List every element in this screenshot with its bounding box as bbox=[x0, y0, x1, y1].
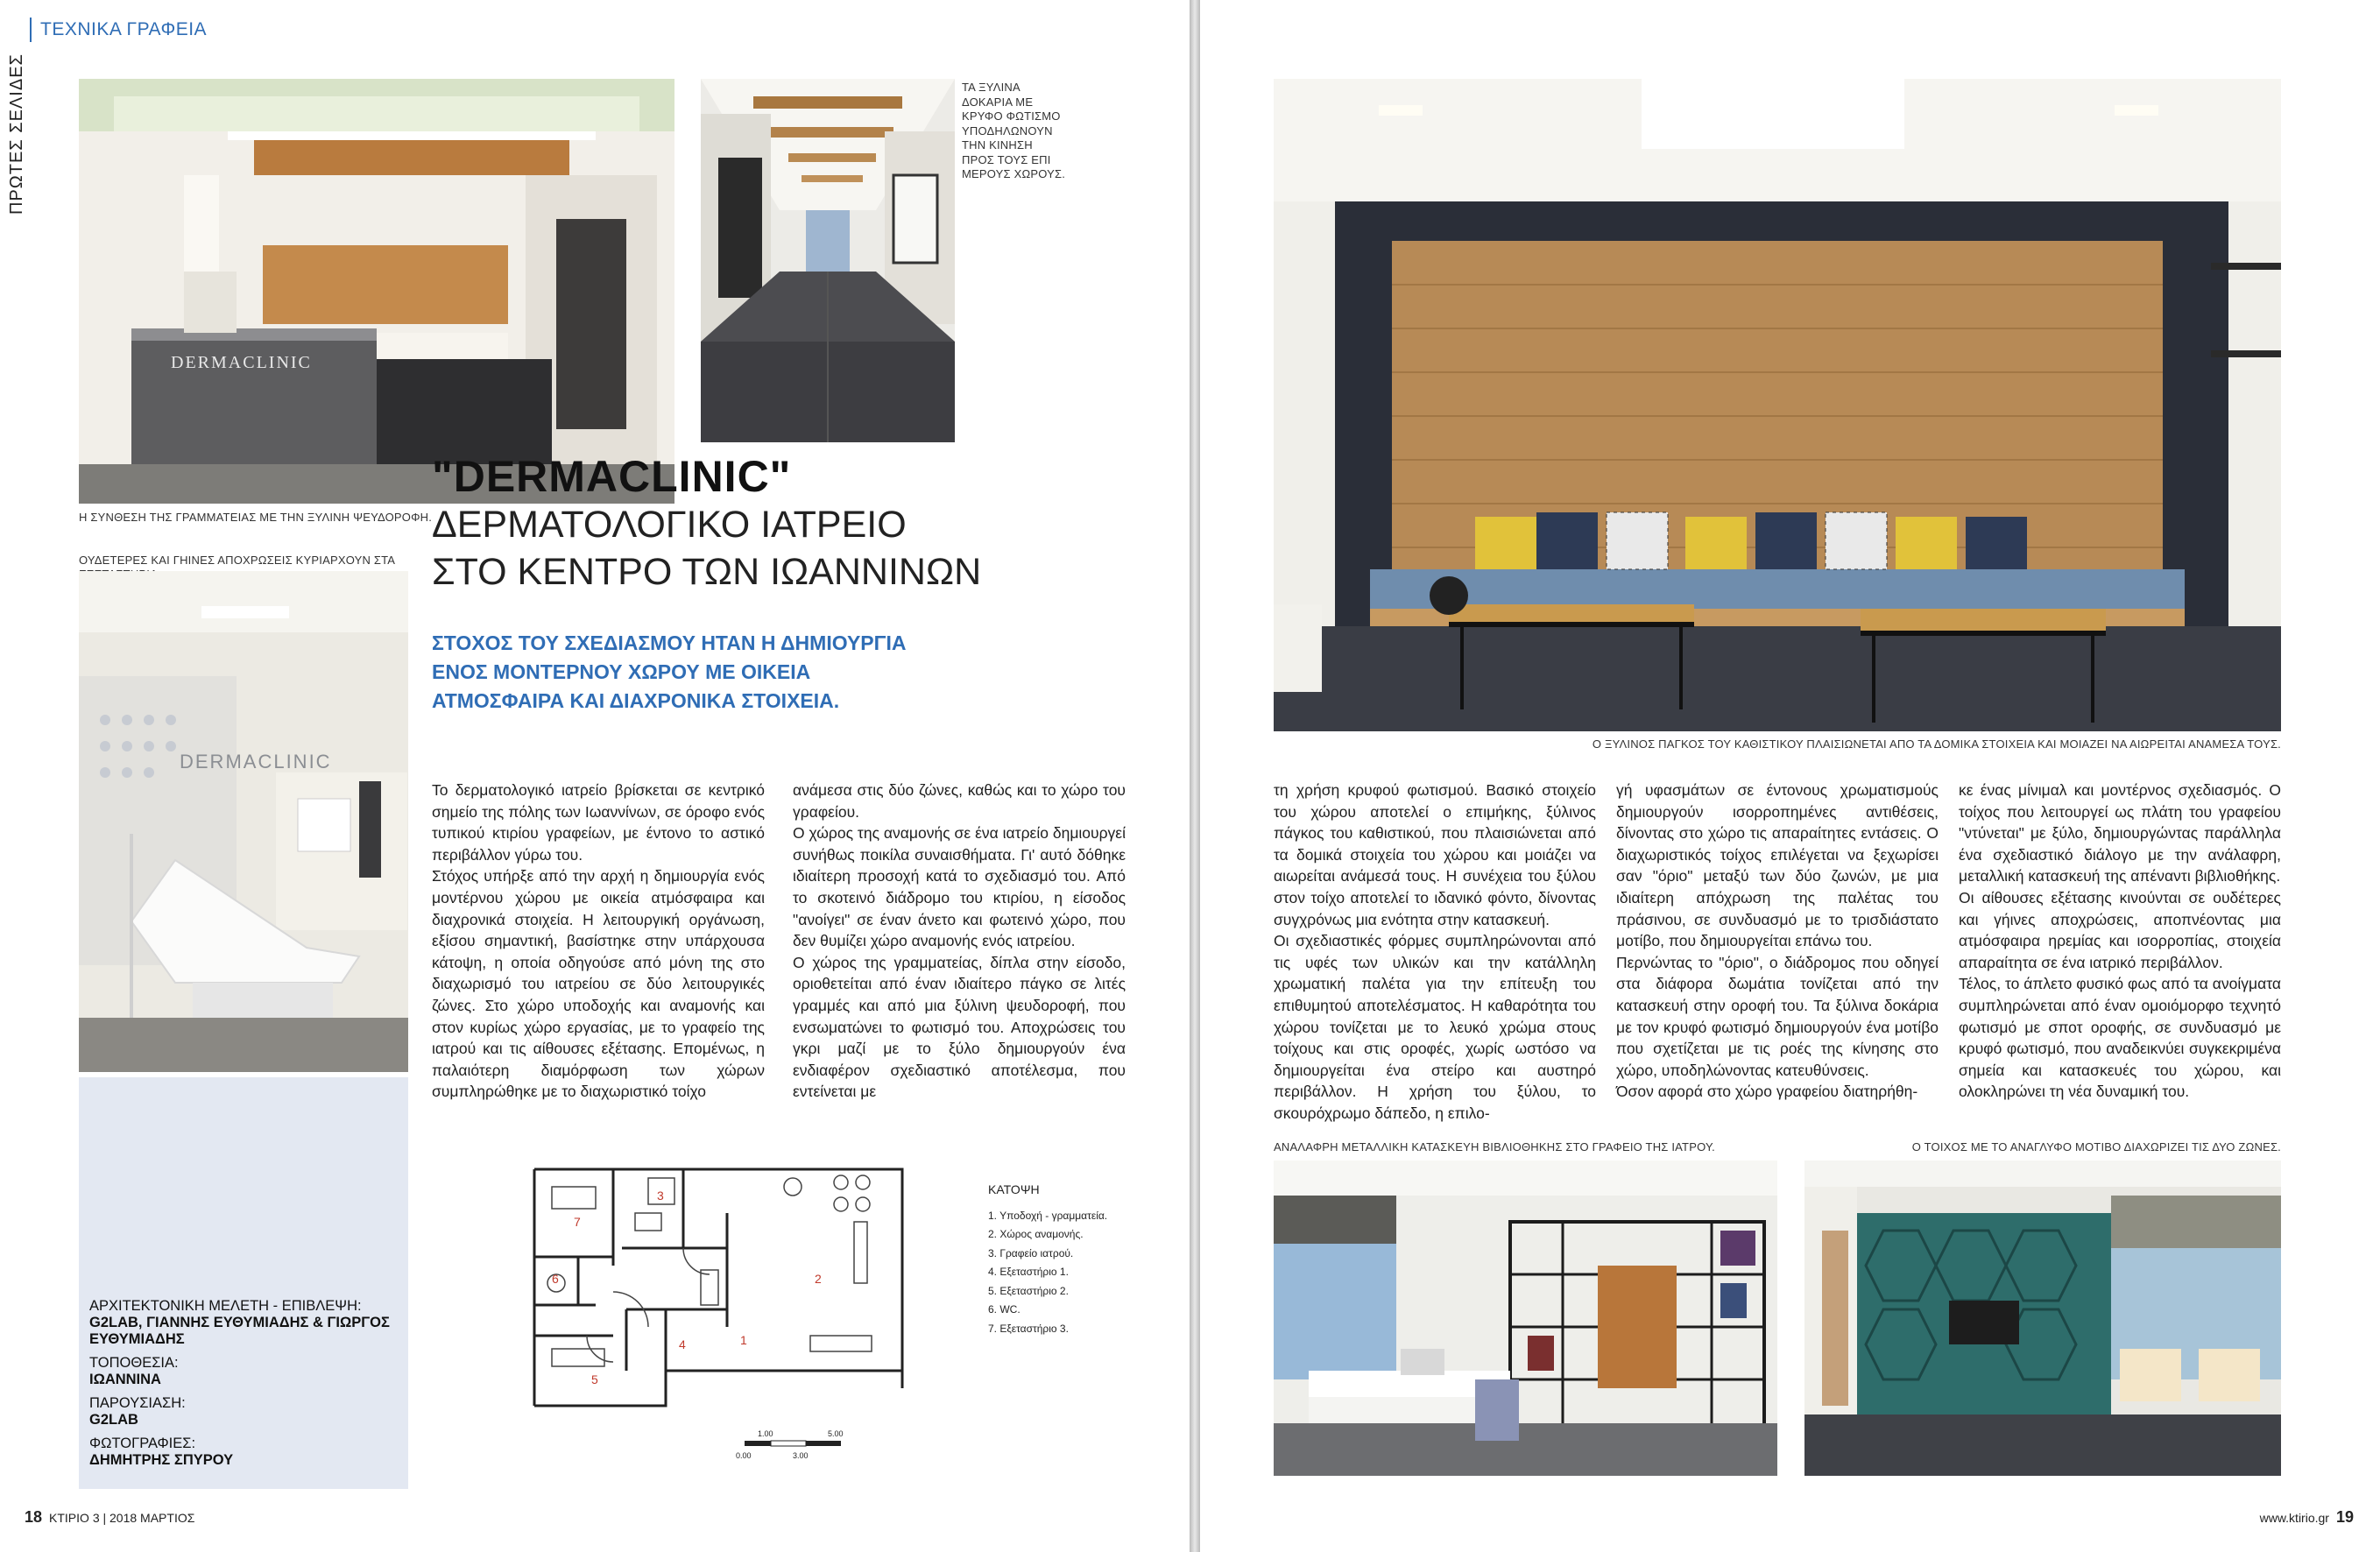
right-body-column-2 bbox=[1616, 780, 1939, 1103]
footer-issue: ΚΤΙΡΙΟ 3 | 2018 ΜΑΡΤΙΟΣ bbox=[49, 1511, 195, 1525]
room-number: 4 bbox=[679, 1337, 686, 1351]
right-footer bbox=[2260, 1508, 2361, 1527]
paragraph: Ο χώρος της αναμονής σε ένα ιατρείο δημιουργεί συνήθως ποικίλα συναισθήματα. Γι' αυτό δόθηκε ιδιαίτερη προσοχή κατά το σχεδιασμό του. Από το σκοτεινό διάδρομο του κτιρίου, η είσοδος "ανοίγει" σε έναν άνετο και φωτεινό χώρο, που δεν θυμίζει χώρο αναμονής ενός ιατρείου. bbox=[793, 824, 1126, 950]
reception-desk-sign: DERMACLINIC bbox=[171, 353, 312, 372]
paragraph: τη χρήση κρυφού φωτισμού. Βασικό στοιχείο του χώρου αποτελεί ο επιμήκης, ξύλινος πάγκος του καθιστικού, που πλαισιώνεται από τα δομικά στοιχεία του χώρου και μοιάζει να αιωρείται ανάμεσά τους. Η συνέχεια του ξύλου στον τοίχο αποτελεί το ιδανικό φόντο, δίνοντας συγχρόνως μια ενότητα στην κατασκευή. bbox=[1274, 781, 1596, 928]
room-number: 3 bbox=[657, 1189, 664, 1203]
page-number: 19 bbox=[2335, 1508, 2354, 1526]
room-number: 1 bbox=[740, 1333, 747, 1347]
scale-label: 0.00 bbox=[736, 1451, 752, 1460]
floor-plan-legend bbox=[988, 1181, 1128, 1338]
corridor-photo bbox=[701, 79, 955, 442]
right-page bbox=[1200, 0, 2380, 1552]
article-subtitle bbox=[432, 501, 1098, 596]
legend-item: 7. Εξεταστήριο 3. bbox=[988, 1322, 1069, 1335]
paragraph: γή υφασμάτων σε έντονους χρωματισμούς δημιουργούν ισορροπημένες αντιθέσεις, δίνοντας στο χώρο τις απαραίτητες εντάσεις. Ο διαχωριστικός τοίχος επιλέγεται να ξεχωρίσει σαν "όριο" μεταξύ των δύο ζωνών, με μια ιδιαίτερη απόχρωση της παλέτας του πράσινου, σε συνδυασμό με το τρισδιάστατο μοτίβο, που δημιουργείται επάνω του. bbox=[1616, 781, 1939, 950]
footer-url[interactable]: www.ktirio.gr bbox=[2259, 1511, 2329, 1525]
reception-photo bbox=[79, 79, 674, 504]
legend-item: 6. WC. bbox=[988, 1303, 1021, 1316]
floor-plan-title: ΚΑΤΟΨΗ bbox=[988, 1182, 1040, 1196]
right-body-column-1 bbox=[1274, 780, 1596, 1125]
page-number: 18 bbox=[25, 1508, 43, 1526]
corridor-caption: ΤΑ ΞΥΛΙΝΑ ΔΟΚΑΡΙΑ ΜΕ ΚΡΥΦΟ ΦΩΤΙΣΜΟ ΥΠΟΔΗΛΩΝΟΥΝ ΤΗΝ ΚΙΝΗΣΗ ΠΡΟΣ ΤΟΥΣ ΕΠΙ ΜΕΡΟΥΣ ΧΩΡΟΥΣ. bbox=[962, 81, 1066, 180]
exam-room-photo bbox=[79, 571, 408, 1072]
paragraph: Το δερματολογικό ιατρείο βρίσκεται σε κεντρικό σημείο της πόλης των Ιωαννίνων, σε όροφο ενός τυπικού κτιρίου γραφείων, με έντονο το αστικό περιβάλλον γύρω του. bbox=[432, 781, 765, 864]
credit-value: ΙΩΑΝΝΙΝΑ bbox=[89, 1372, 161, 1387]
lounge-caption: Ο ΞΥΛΙΝΟΣ ΠΑΓΚΟΣ ΤΟΥ ΚΑΘΙΣΤΙΚΟΥ ΠΛΑΙΣΙΩΝΕΤΑΙ ΑΠΟ ΤΑ ΔΟΜΙΚΑ ΣΤΟΙΧΕΙΑ ΚΑΙ ΜΟΙΑΖΕΙ ΝΑ ΑΙΩΡΕΙΤΑΙ ΑΝΑΜΕΣΑ ΤΟΥΣ. bbox=[1592, 737, 2281, 751]
credit-location bbox=[89, 1355, 405, 1388]
legend-item: 3. Γραφείο ιατρού. bbox=[988, 1246, 1074, 1259]
lounge-photo bbox=[1274, 79, 2281, 731]
library-photo bbox=[1274, 1160, 1777, 1476]
credit-label: ΑΡΧΙΤΕΚΤΟΝΙΚΗ ΜΕΛΕΤΗ - ΕΠΙΒΛΕΨΗ: bbox=[89, 1298, 362, 1314]
left-footer bbox=[25, 1508, 194, 1527]
credit-photos bbox=[89, 1436, 405, 1469]
paragraph: Οι σχεδιαστικές φόρμες συμπληρώνονται από τις υφές των υλικών και την κατάλληλη χρωματική παλέτα για την επίτευξη του επιθυμητού αποτελέσματος. Η καθαρότητα του χώρου τονίζεται με το λευκό χρώμα στους τοίχους και στις οροφές, χωρίς ωστόσο να δημιουργείται ένα στείρο και αυστηρό περιβάλλον. Η χρήση του ξύλου, το σκουρόχρωμο δάπεδο, η επιλο- bbox=[1274, 932, 1596, 1122]
paragraph: Περνώντας το "όριο", ο διάδρομος που οδηγεί στα διάφορα δωμάτια τονίζεται από την κατασκευή στην οροφή του. Τα ξύλινα δοκάρια με τον κρυφό φωτισμό δημιουργούν ένα μοτίβο που σχετίζεται με τις ροές της κίνησης στο χώρο, υποδηλώνοντας κατευθύνσεις. bbox=[1616, 953, 1939, 1079]
exam-wall-sign: DERMACLINIC bbox=[180, 751, 332, 772]
paragraph: Τέλος, το άπλετο φυσικό φως από τα ανοίγματα συμπληρώνεται από έναν ομοιόμορφο τεχνητό φωτισμό με σποτ οροφής, σε συνδυασμό με κρυφό φωτισμό, που αναδεικνύει συγκεκριμένα σημεία και κατασκευές του χώρου, και ολοκληρώνει τη νέα δυναμική του. bbox=[1959, 975, 2281, 1101]
library-caption: ΑΝΑΛΑΦΡΗ ΜΕΤΑΛΛΙΚΗ ΚΑΤΑΣΚΕΥΗ ΒΙΒΛΙΟΘΗΚΗΣ ΣΤΟ ΓΡΑΦΕΙΟ ΤΗΣ ΙΑΤΡΟΥ. bbox=[1274, 1140, 1715, 1153]
credit-label: ΤΟΠΟΘΕΣΙΑ: bbox=[89, 1355, 179, 1371]
paragraph: κε ένας μίνιμαλ και μοντέρνος σχεδιασμός. Ο τοίχος που λειτουργεί ως πλάτη του γραφείου "ντύνεται" με ξύλο, δημιουργώντας παράλληλα ένα σχεδιαστικό διάλογο με την ανάλαφρη, μεταλλική κατασκευή της απέναντι βιβλιοθήκης. bbox=[1959, 781, 2281, 885]
green-wall-photo bbox=[1804, 1160, 2281, 1476]
left-body-column-2 bbox=[793, 780, 1126, 1103]
room-number: 7 bbox=[574, 1215, 581, 1229]
vertical-tab-text: ΠΡΩΤΕΣ ΣΕΛΙΔΕΣ bbox=[7, 53, 26, 215]
subtitle-line-2: ΣΤΟ ΚΕΝΤΡΟ ΤΩΝ ΙΩΑΝΝΙΝΩΝ bbox=[432, 551, 982, 593]
paragraph: ανάμεσα στις δύο ζώνες, καθώς και το χώρο του γραφείου. bbox=[793, 781, 1126, 821]
credit-label: ΠΑΡΟΥΣΙΑΣΗ: bbox=[89, 1395, 186, 1411]
credit-label: ΦΩΤΟΓΡΑΦΙΕΣ: bbox=[89, 1436, 196, 1451]
paragraph: Οι αίθουσες εξέτασης κινούνται σε ουδέτερες και γήινες αποχρώσεις, αποπνέοντας μια ατμόσφαιρα ηρεμίας και ισορροπίας, στοιχεία απαραίτητα σε ένα ιατρικό περιβάλλον. bbox=[1959, 888, 2281, 971]
paragraph: Όσον αφορά στο χώρο γραφείου διατηρήθη- bbox=[1616, 1083, 1918, 1101]
vertical-tab bbox=[7, 44, 30, 219]
room-number: 2 bbox=[815, 1272, 822, 1286]
scale-label: 5.00 bbox=[828, 1429, 844, 1438]
credit-value: ΔΗΜΗΤΡΗΣ ΣΠΥΡΟΥ bbox=[89, 1452, 234, 1468]
credit-value: G2LAB bbox=[89, 1412, 138, 1428]
section-label: ΤΕΧΝΙΚΑ ΓΡΑΦΕΙΑ bbox=[40, 19, 208, 39]
legend-item: 5. Εξεταστήριο 2. bbox=[988, 1284, 1069, 1297]
legend-item: 2. Χώρος αναμονής. bbox=[988, 1228, 1084, 1240]
credits bbox=[89, 1298, 405, 1476]
scale-label: 3.00 bbox=[793, 1451, 809, 1460]
room-number: 6 bbox=[552, 1272, 559, 1286]
credit-presentation bbox=[89, 1395, 405, 1429]
room-number: 5 bbox=[591, 1372, 598, 1386]
legend-item: 1. Υποδοχή - γραμματεία. bbox=[988, 1209, 1108, 1222]
credit-architect bbox=[89, 1298, 405, 1348]
article-title: "DERMACLINIC" bbox=[432, 452, 792, 501]
article-lead: ΣΤΟΧΟΣ ΤΟΥ ΣΧΕΔΙΑΣΜΟΥ ΗΤΑΝ Η ΔΗΜΙΟΥΡΓΙΑ ΕΝΟΣ ΜΟΝΤΕΡΝΟΥ ΧΩΡΟΥ ΜΕ ΟΙΚΕΙΑ ΑΤΜΟΣΦΑΙΡΑ ΚΑΙ ΔΙΑΧΡΟΝΙΚΑ ΣΤΟΙΧΕΙΑ. bbox=[432, 631, 907, 712]
legend-item: 4. Εξεταστήριο 1. bbox=[988, 1266, 1069, 1278]
paragraph: Ο χώρος της γραμματείας, δίπλα στην είσοδο, οριοθετείται από έναν ιδιαίτερο πάγκο σε λιτές γραμμές και από μια ξύλινη ψευδοροφή, που ενσωματώνει το φωτισμό του. Αποχρώσεις του γκρι μαζί με το ξύλο δημιουργούν ένα ενδιαφέρον σχεδιαστικό αποτέλεσμα, που εντείνεται με bbox=[793, 953, 1126, 1101]
subtitle-line-1: ΔΕΡΜΑΤΟΛΟΓΙΚΟ ΙΑΤΡΕΙΟ bbox=[432, 504, 907, 546]
section-rule bbox=[30, 18, 32, 42]
reception-caption: Η ΣΥΝΘΕΣΗ ΤΗΣ ΓΡΑΜΜΑΤΕΙΑΣ ΜΕ ΤΗΝ ΞΥΛΙΝΗ ΨΕΥΔΟΡΟΦΗ. bbox=[79, 511, 433, 524]
paragraph: Στόχος υπήρξε από την αρχή η δημιουργία ενός μοντέρνου χώρου με οικεία ατμόσφαιρα και διαχρονικά στοιχεία. Η λειτουργική οργάνωση, εξίσου σημαντική, βασίστηκε στην υπάρχουσα κάτοψη, η οποία οδηγούσε από μόνη της στο διαχωρισμό του ιατρείου σε δύο λειτουργικές ζώνες. Στο χώρο υποδοχής και αναμονής και στον κυρίως χώρο εργασίας, με το γραφείο της ιατρού και τις αίθουσες εξέτασης. Επομένως, η παλαιότερη διαμόρφωση των χώρων συμπληρώθηκε με το διαχωριστικό τοίχο bbox=[432, 867, 765, 1101]
floor-plan bbox=[526, 1152, 911, 1489]
exam-caption: ΟΥΔΕΤΕΡΕΣ ΚΑΙ ΓΗΙΝΕΣ ΑΠΟΧΡΩΣΕΙΣ ΚΥΡΙΑΡΧΟΥΝ ΣΤΑ bbox=[79, 554, 395, 567]
binding-spine bbox=[1190, 0, 1200, 1552]
scale-label: 1.00 bbox=[758, 1429, 773, 1438]
right-body-column-3 bbox=[1959, 780, 2281, 1103]
left-body-column-1 bbox=[432, 780, 765, 1103]
wall-caption: Ο ΤΟΙΧΟΣ ΜΕ ΤΟ ΑΝΑΓΛΥΦΟ ΜΟΤΙΒΟ ΔΙΑΧΩΡΙΖΕΙ ΤΙΣ ΔΥΟ ΖΩΝΕΣ. bbox=[1911, 1140, 2281, 1153]
credit-value: G2LAB, ΓΙΑΝΝΗΣ ΕΥΘΥΜΙΑΔΗΣ & ΓΙΩΡΓΟΣ ΕΥΘΥΜΙΑΔΗΣ bbox=[89, 1315, 390, 1347]
